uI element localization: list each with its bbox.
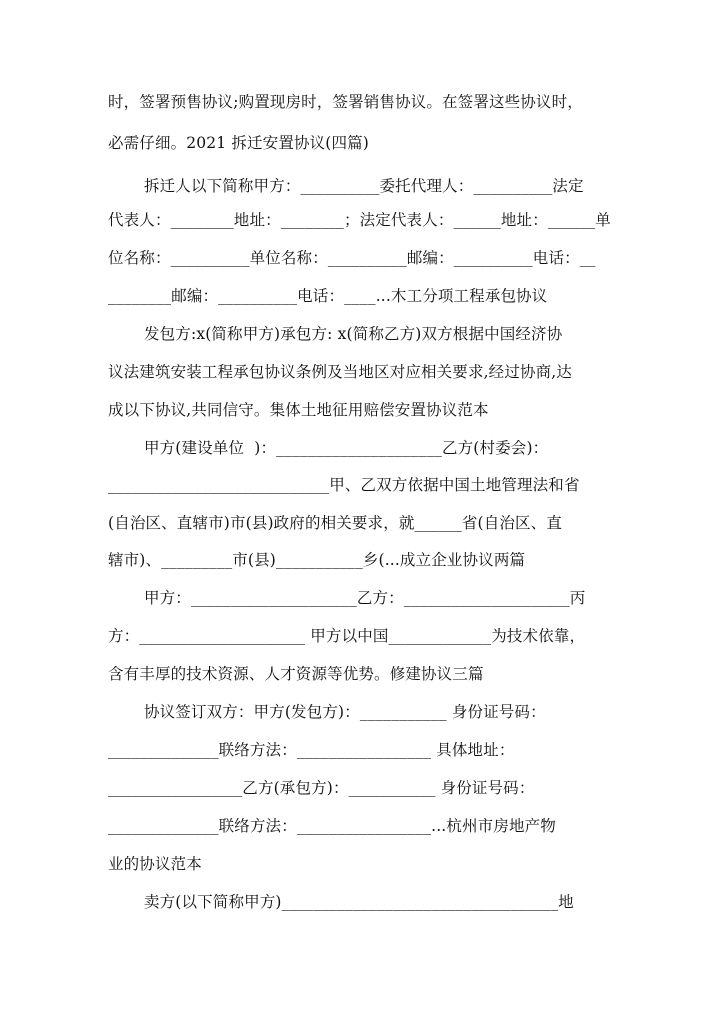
text-line-4: 代表人：________地址：________；法定代表人：______地址：______单 (108, 211, 611, 229)
paragraph-enterprise-line-1: 甲方：_____________________乙方：_____________________丙 (144, 589, 586, 607)
text-line-1: 时，签署预售协议;购置现房时，签署销售协议。在签署这些协议时， (108, 93, 583, 111)
paragraph-construction-line-1: 协议签订双方：甲方(发包方)：___________ 身份证号码： (144, 703, 546, 721)
text-line-6: ________邮编：__________电话：____...木工分项工程承包协议 (108, 287, 548, 305)
text-line-15: 方：_____________________ 甲方以中国_____________为技术依靠， (108, 627, 586, 645)
text-line-12: (自治区、直辖市)市(县)政府的相关要求，就______省(自治区、直 (108, 514, 562, 532)
text-line-18: ______________联络方法：_________________ 具体地址： (108, 741, 515, 759)
paragraph-land-line-1: 甲方(建设单位 )：_____________________乙方(村委会)： (144, 439, 549, 457)
text-line-2: 必需仔细。2021 拆迁安置协议(四篇) (108, 134, 369, 152)
text-line-8: 议法建筑安装工程承包协议条例及当地区对应相关要求,经过协商,达 (108, 363, 573, 381)
text-line-20: ______________联络方法：_________________...杭州市房地产物 (108, 817, 556, 835)
paragraph-contractor-line-1: 发包方:x(简称甲方)承包方: x(简称乙方)双方根据中国经济协 (144, 325, 563, 343)
text-line-9: 成以下协议,共同信守。集体土地征用赔偿安置协议范本 (108, 401, 489, 419)
paragraph-seller-line-1: 卖方(以下简称甲方)___________________________________地 (144, 893, 574, 911)
paragraph-demolition-line-1: 拆迁人以下简称甲方：__________委托代理人：__________法定 (144, 177, 584, 195)
text-line-19: _________________乙方(承包方)：___________ 身份证号码： (108, 779, 535, 797)
text-line-16: 含有丰厚的技术资源、人才资源等优势。修建协议三篇 (108, 665, 484, 683)
text-line-21: 业的协议范本 (108, 855, 202, 873)
text-line-5: 位名称：__________单位名称：__________邮编：__________电话：__ (108, 249, 596, 267)
text-line-13: 辖市)、_________市(县)___________乡(...成立企业协议两篇 (108, 551, 526, 569)
text-line-11: ____________________________甲、乙双方依据中国土地管理法和省 (108, 476, 580, 494)
